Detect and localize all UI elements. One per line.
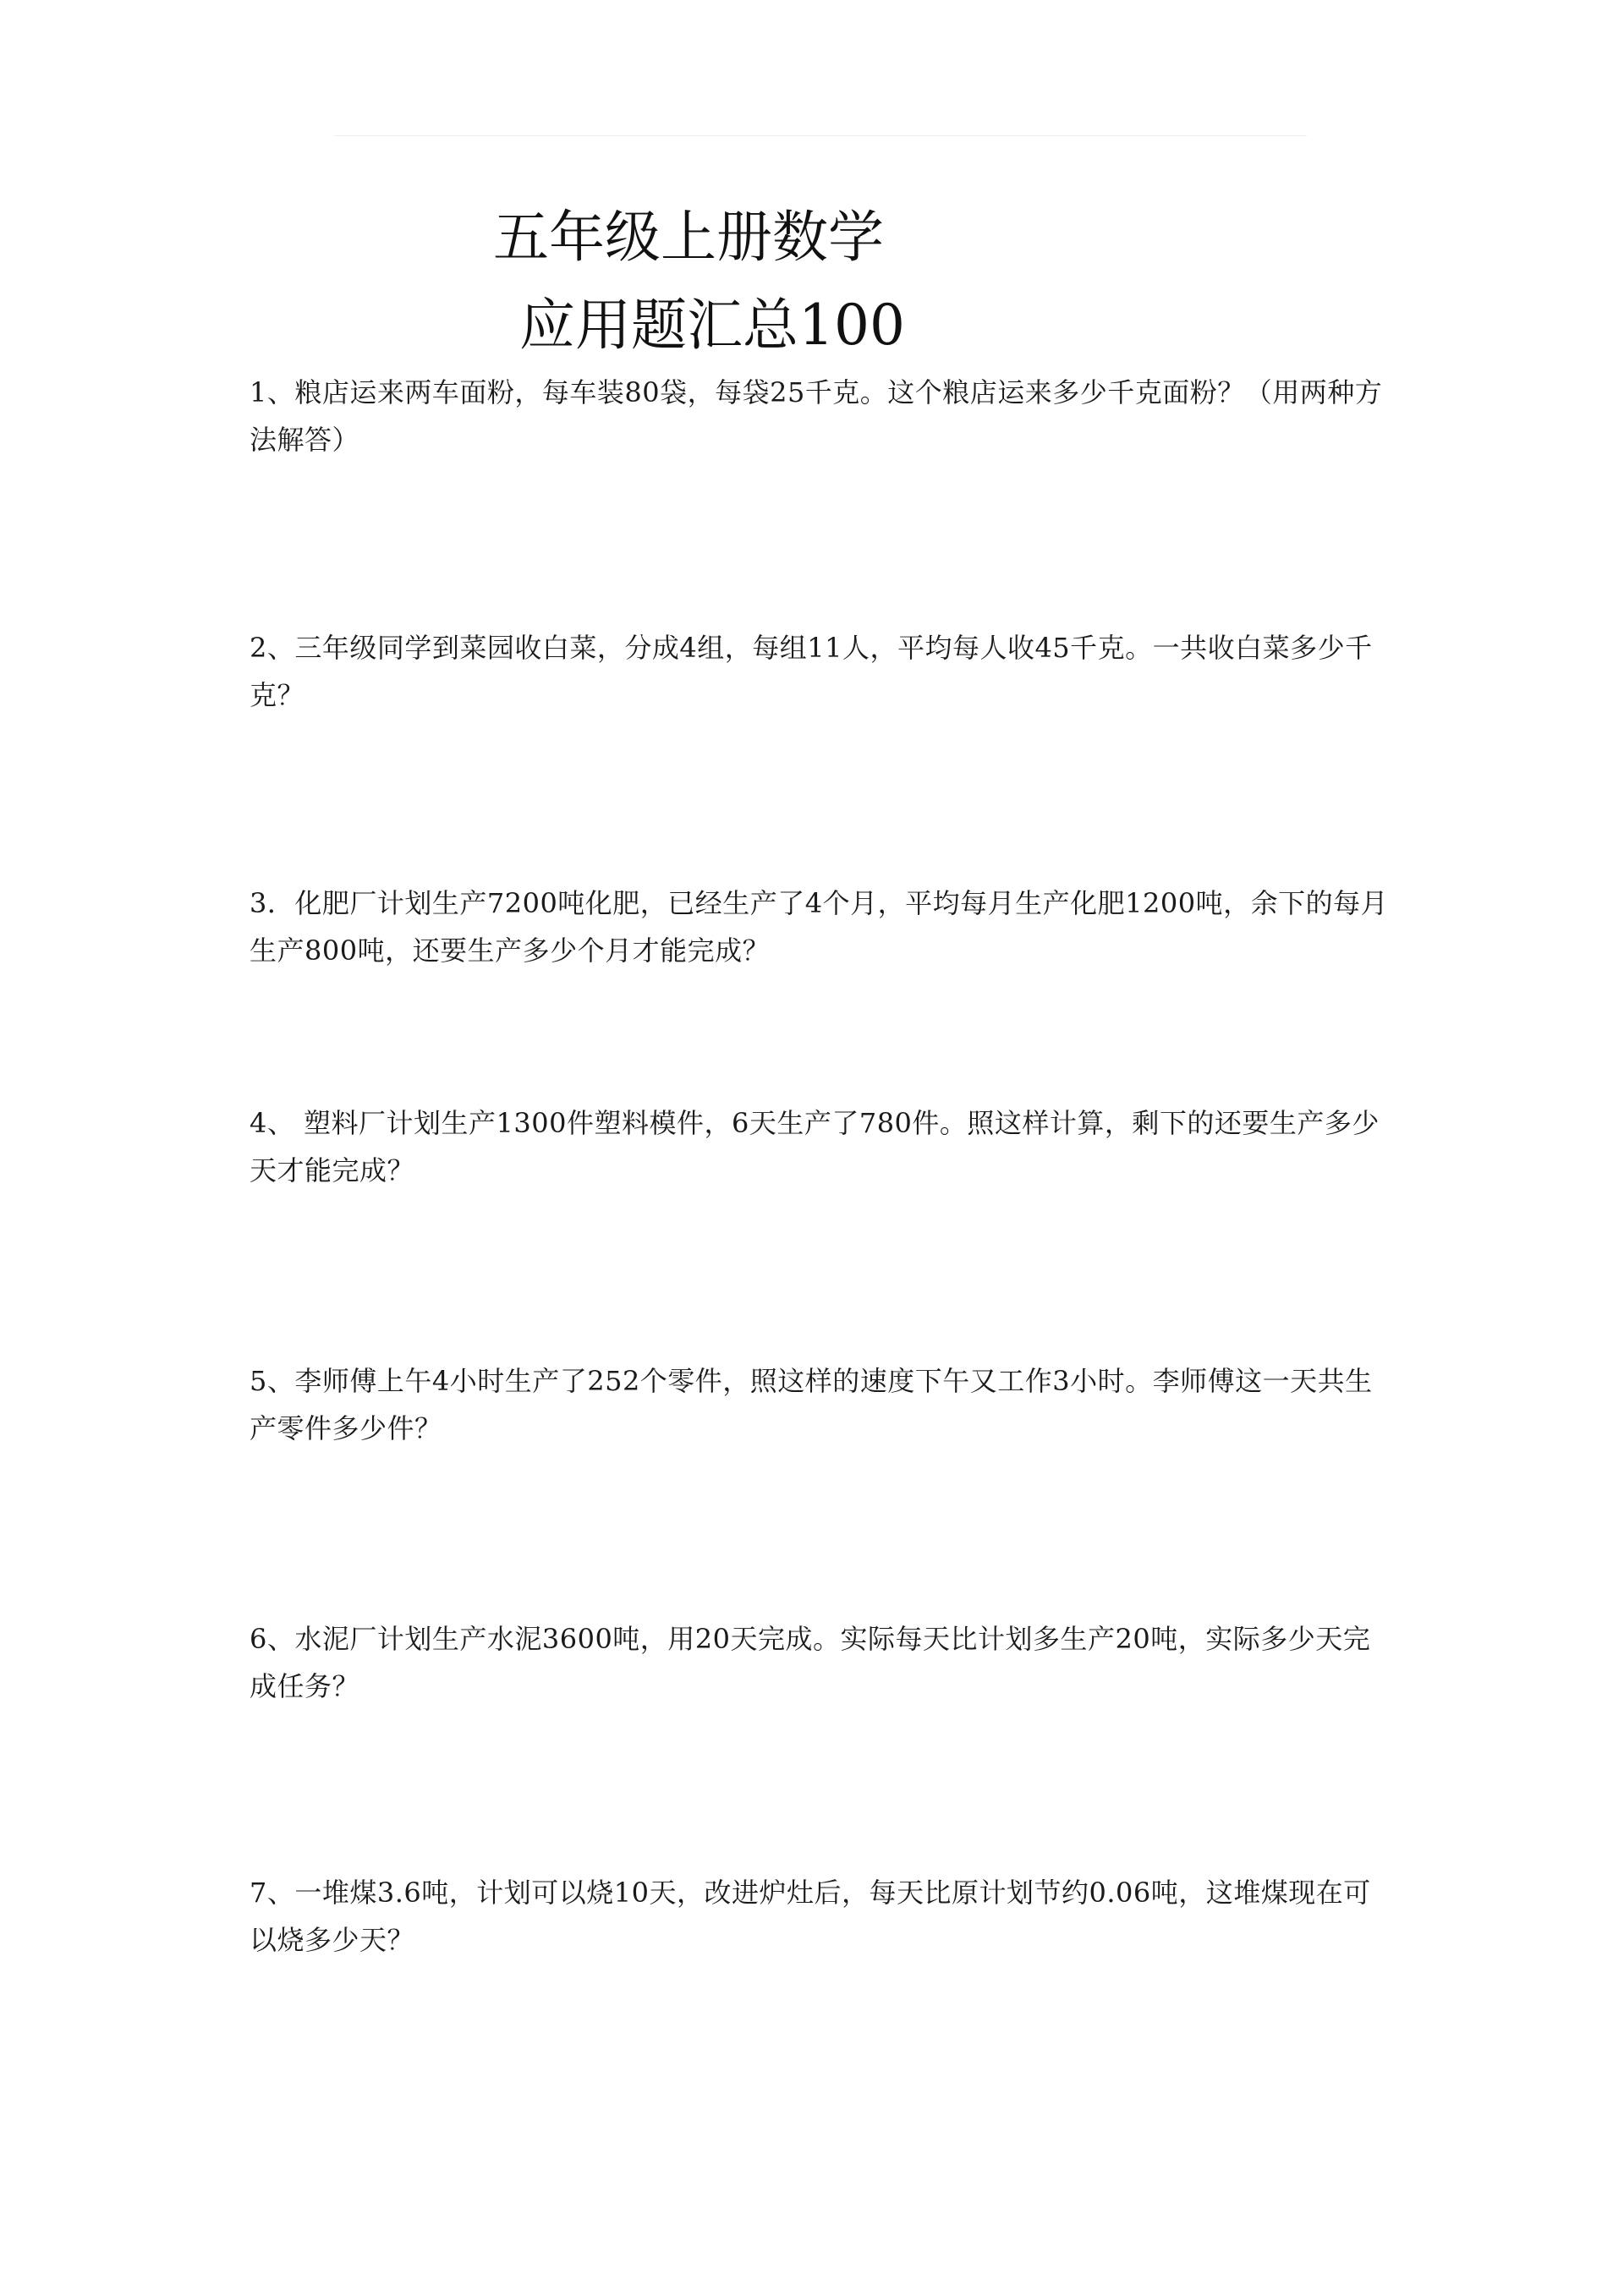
problem-5: 5、李师傅上午4小时生产了252个零件，照这样的速度下午又工作3小时。李师傅这一天共生产零件多少件？ — [250, 1365, 1373, 1444]
top-divider — [334, 135, 1307, 136]
document-subtitle: 应用题汇总100 — [519, 293, 905, 358]
problem-3: 3．化肥厂计划生产7200吨化肥，已经生产了4个月，平均每月生产化肥1200吨，余下的每月生产800吨，还要生产多少个月才能完成？ — [250, 887, 1389, 967]
footer-watermark — [791, 2120, 842, 2132]
problem-2: 2、三年级同学到菜园收白菜，分成4组，每组11人，平均每人收45千克。一共收白菜多少千克？ — [250, 632, 1373, 711]
problem-1: 1、粮店运来两车面粉，每车装80袋，每袋25千克。这个粮店运来多少千克面粉？（用两种方法解答） — [250, 376, 1383, 456]
problem-6: 6、水泥厂计划生产水泥3600吨，用20天完成。实际每天比计划多生产20吨，实际多少天完成任务？ — [250, 1623, 1371, 1702]
document-title: 五年级上册数学 — [493, 205, 884, 270]
problem-4: 4、 塑料厂计划生产1300件塑料模件，6天生产了780件。照这样计算，剩下的还要生产多少天才能完成？ — [250, 1107, 1380, 1186]
problem-7: 7、一堆煤3.6吨，计划可以烧10天，改进炉灶后，每天比原计划节约0.06吨，这堆煤现在可以烧多少天？ — [250, 1877, 1371, 1956]
